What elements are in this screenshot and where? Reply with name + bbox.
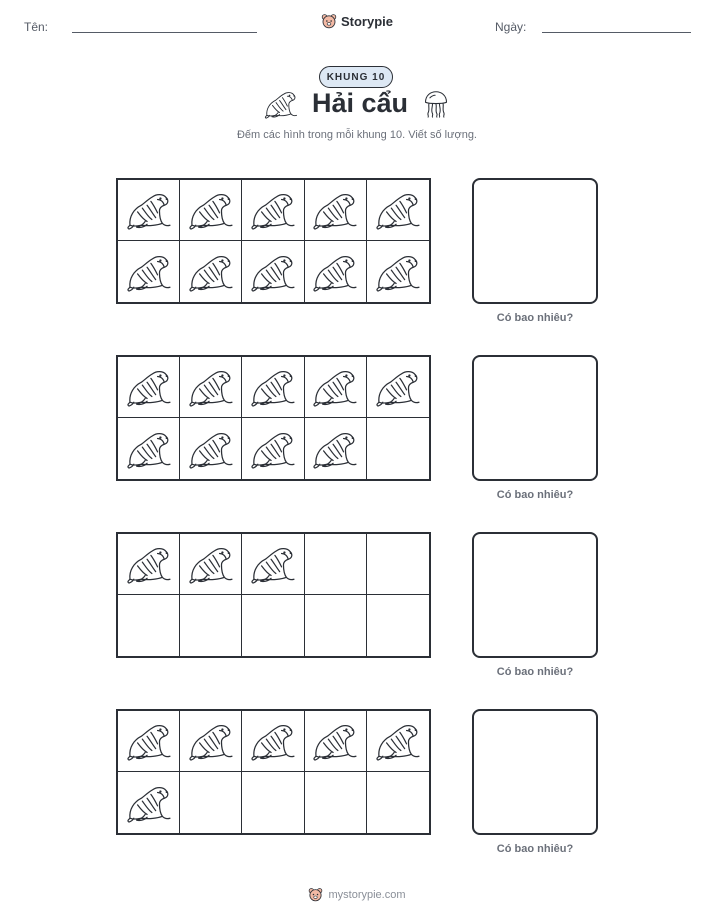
- brand-logo: [0, 13, 714, 29]
- ten-frame-cell: [118, 534, 180, 595]
- ten-frame-cell: [118, 772, 180, 833]
- instructions: Đếm các hình trong mỗi khung 10. Viết số lượng.: [236, 129, 477, 141]
- ten-frame-cell: [305, 772, 367, 833]
- ten-frame-cell: [180, 711, 242, 772]
- ten-frame-cell: [305, 534, 367, 595]
- seal-icon: [188, 367, 234, 407]
- date-line[interactable]: [542, 32, 691, 33]
- answer-box[interactable]: [472, 355, 598, 481]
- title-row: [0, 88, 714, 119]
- ten-frame-cell: [242, 772, 304, 833]
- seal-icon: [375, 721, 421, 761]
- answer-box[interactable]: [472, 178, 598, 304]
- ten-frame-cell: [242, 357, 304, 418]
- ten-frame-cell: [367, 711, 429, 772]
- ten-frame-cell: [118, 241, 180, 302]
- ten-frame-cell: [242, 241, 304, 302]
- bear-icon: [308, 887, 323, 902]
- ten-frame-cell: [367, 180, 429, 241]
- answer-question: Có bao nhiêu?: [496, 312, 574, 324]
- ten-frame-cell: [180, 418, 242, 479]
- date-label: Ngày:: [495, 20, 527, 34]
- page-title: Hải cẩu: [311, 88, 409, 118]
- ten-frame-cell: [305, 595, 367, 656]
- ten-frame-cell: [367, 595, 429, 656]
- ten-frame-cell: [242, 711, 304, 772]
- ten-frame-cell: [180, 772, 242, 833]
- seal-icon: [312, 252, 358, 292]
- answer-question: Có bao nhiêu?: [496, 843, 574, 855]
- seal-icon: [188, 190, 234, 230]
- ten-frame-cell: [305, 180, 367, 241]
- seal-icon: [375, 190, 421, 230]
- ten-frame-cell: [118, 418, 180, 479]
- ten-frame-cell: [242, 534, 304, 595]
- seal-icon: [188, 721, 234, 761]
- seal-icon: [126, 783, 172, 823]
- seal-icon: [126, 252, 172, 292]
- seal-icon: [250, 252, 296, 292]
- ten-frame-cell: [180, 241, 242, 302]
- ten-frame: [116, 355, 431, 481]
- seal-icon: [250, 429, 296, 469]
- brand-name: Storypie: [340, 13, 393, 29]
- name-line[interactable]: [72, 32, 257, 33]
- answer-box[interactable]: [472, 709, 598, 835]
- ten-frame-cell: [242, 595, 304, 656]
- seal-icon: [188, 252, 234, 292]
- ten-frame-cell: [180, 595, 242, 656]
- ten-frame-cell: [305, 357, 367, 418]
- ten-frame-cell: [118, 180, 180, 241]
- seal-icon: [312, 429, 358, 469]
- seal-icon: [375, 252, 421, 292]
- seal-icon: [312, 367, 358, 407]
- answer-box[interactable]: [472, 532, 598, 658]
- ten-frame-cell: [180, 357, 242, 418]
- ten-frame: [116, 709, 431, 835]
- seal-icon: [188, 544, 234, 584]
- ten-frame-cell: [242, 180, 304, 241]
- ten-frame-cell: [180, 534, 242, 595]
- ten-frame: [116, 178, 431, 304]
- answer-question: Có bao nhiêu?: [496, 666, 574, 678]
- seal-icon: [250, 367, 296, 407]
- seal-icon: [126, 721, 172, 761]
- seal-icon: [126, 367, 172, 407]
- seal-icon: [126, 190, 172, 230]
- ten-frame-cell: [118, 357, 180, 418]
- seal-icon: [126, 429, 172, 469]
- seal-icon: [188, 429, 234, 469]
- ten-frame-cell: [118, 711, 180, 772]
- seal-icon: [312, 190, 358, 230]
- seal-icon: [312, 721, 358, 761]
- ten-frame-cell: [305, 241, 367, 302]
- seal-icon: [250, 544, 296, 584]
- seal-icon: [375, 367, 421, 407]
- ten-frame-cell: [180, 180, 242, 241]
- ten-frame: [116, 532, 431, 658]
- ten-frame-cell: [242, 418, 304, 479]
- name-label: Tên:: [24, 20, 49, 34]
- seal-icon: [126, 544, 172, 584]
- footer-url[interactable]: mystorypie.com: [328, 888, 406, 901]
- footer: [0, 887, 714, 902]
- bear-icon: [321, 13, 337, 29]
- ten-frame-cell: [367, 772, 429, 833]
- seal-icon: [250, 190, 296, 230]
- ten-frame-cell: [367, 241, 429, 302]
- answer-question: Có bao nhiêu?: [496, 489, 574, 501]
- seal-icon: [264, 89, 298, 119]
- seal-icon: [250, 721, 296, 761]
- ten-frame-cell: [367, 357, 429, 418]
- worksheet-badge: KHUNG 10: [319, 66, 393, 88]
- ten-frame-cell: [305, 418, 367, 479]
- jellyfish-icon: [422, 89, 450, 119]
- ten-frame-cell: [305, 711, 367, 772]
- ten-frame-cell: [367, 418, 429, 479]
- ten-frame-cell: [118, 595, 180, 656]
- ten-frame-cell: [367, 534, 429, 595]
